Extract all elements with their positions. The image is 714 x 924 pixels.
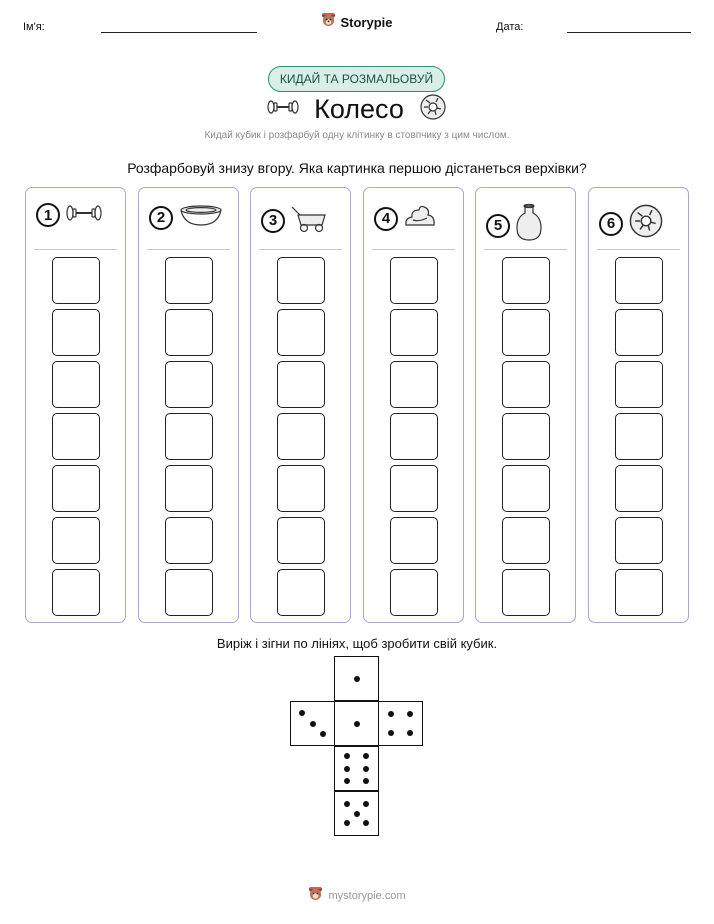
cut-instruction: Виріж і зігни по лініях, щоб зробити свій кубик. — [216, 636, 498, 651]
column-cells — [364, 257, 463, 616]
coloring-cell[interactable] — [615, 309, 663, 356]
coloring-cell[interactable] — [615, 569, 663, 616]
wagon-icon — [290, 203, 328, 238]
coloring-cell[interactable] — [52, 361, 100, 408]
die-pip — [299, 710, 305, 716]
die-pip — [388, 711, 394, 717]
page-title: Колесо — [314, 94, 404, 124]
column-divider — [372, 249, 455, 250]
coloring-cell[interactable] — [615, 257, 663, 304]
color-column-2 — [138, 187, 239, 623]
date-line — [567, 32, 691, 33]
coloring-cell[interactable] — [52, 465, 100, 512]
coloring-cell[interactable] — [165, 361, 213, 408]
coloring-cell[interactable] — [615, 361, 663, 408]
column-header — [486, 203, 543, 248]
column-cells — [251, 257, 350, 616]
instruction-subtitle: Кидай кубик і розфарбуй одну клітинку в стовпчику з цим числом. — [204, 130, 510, 141]
coloring-cell[interactable] — [277, 309, 325, 356]
coloring-cell[interactable] — [615, 465, 663, 512]
die-face-center — [334, 701, 379, 746]
die-face-below — [334, 746, 379, 791]
footer-url: mystorypie.com — [328, 890, 406, 902]
dumbbell-icon — [266, 98, 300, 121]
coloring-cell[interactable] — [502, 465, 550, 512]
die-pip — [363, 801, 369, 807]
die-face-right — [378, 701, 423, 746]
bear-icon — [308, 886, 323, 906]
coloring-cell[interactable] — [52, 309, 100, 356]
die-pip — [354, 721, 360, 727]
column-number: 6 — [599, 212, 623, 236]
column-divider — [259, 249, 342, 250]
column-number: 4 — [374, 207, 398, 231]
die-pip — [407, 730, 413, 736]
coloring-cell[interactable] — [390, 413, 438, 460]
column-cells — [26, 257, 125, 616]
column-divider — [34, 249, 117, 250]
footer — [0, 886, 714, 906]
brand-logo — [0, 12, 714, 32]
name-line — [101, 32, 257, 33]
die-pip — [407, 711, 413, 717]
coloring-cell[interactable] — [277, 361, 325, 408]
column-number: 1 — [36, 203, 60, 227]
coloring-cell[interactable] — [502, 569, 550, 616]
column-cells — [589, 257, 688, 616]
donut-icon — [418, 92, 448, 127]
die-pip — [363, 778, 369, 784]
die-pip — [354, 676, 360, 682]
coloring-cell[interactable] — [390, 569, 438, 616]
coloring-cell[interactable] — [502, 257, 550, 304]
cream-icon — [403, 203, 437, 234]
die-pip — [388, 730, 394, 736]
coloring-cell[interactable] — [52, 517, 100, 564]
bear-icon — [321, 12, 336, 32]
dumbbell-icon — [65, 204, 103, 227]
coloring-cell[interactable] — [165, 257, 213, 304]
coloring-cell[interactable] — [615, 517, 663, 564]
coloring-cell[interactable] — [277, 257, 325, 304]
coloring-cell[interactable] — [277, 465, 325, 512]
column-number: 3 — [261, 209, 285, 233]
die-face-left — [290, 701, 335, 746]
column-header — [374, 203, 437, 234]
color-column-3 — [250, 187, 351, 623]
coloring-cell[interactable] — [52, 413, 100, 460]
die-pip — [320, 731, 326, 737]
die-pip — [344, 778, 350, 784]
die-pip — [363, 820, 369, 826]
coloring-cell[interactable] — [502, 517, 550, 564]
coloring-cell[interactable] — [165, 517, 213, 564]
coloring-cell[interactable] — [277, 413, 325, 460]
column-divider — [484, 249, 567, 250]
color-column-1 — [25, 187, 126, 623]
coloring-cell[interactable] — [165, 413, 213, 460]
color-column-6 — [588, 187, 689, 623]
title-row — [0, 92, 714, 127]
column-header — [599, 203, 664, 244]
coloring-cell[interactable] — [502, 361, 550, 408]
coloring-cell[interactable] — [615, 413, 663, 460]
die-pip — [363, 753, 369, 759]
die-pip — [344, 766, 350, 772]
die-pip — [344, 753, 350, 759]
color-column-5 — [475, 187, 576, 623]
die-pip — [354, 811, 360, 817]
coloring-cell[interactable] — [390, 257, 438, 304]
die-pip — [344, 820, 350, 826]
column-number: 2 — [149, 206, 173, 230]
column-header — [149, 203, 224, 232]
coloring-cell[interactable] — [165, 465, 213, 512]
column-number: 5 — [486, 214, 510, 238]
die-face-top — [334, 656, 379, 701]
column-header — [36, 203, 103, 227]
activity-badge: КИДАЙ ТА РОЗМАЛЬОВУЙ — [268, 66, 445, 92]
color-column-4 — [363, 187, 464, 623]
game-question: Розфарбовуй знизу вгору. Яка картинка першою дістанеться верхівки? — [127, 160, 587, 176]
coloring-cell[interactable] — [502, 309, 550, 356]
coloring-cell[interactable] — [390, 361, 438, 408]
name-label: Ім'я: — [23, 21, 45, 33]
coloring-cell[interactable] — [390, 517, 438, 564]
die-pip — [310, 721, 316, 727]
coloring-cell[interactable] — [277, 569, 325, 616]
die-pip — [363, 766, 369, 772]
die-pip — [344, 801, 350, 807]
vase-icon — [515, 203, 543, 248]
coloring-cell[interactable] — [277, 517, 325, 564]
column-cells — [139, 257, 238, 616]
coloring-cell[interactable] — [52, 257, 100, 304]
coloring-cell[interactable] — [52, 569, 100, 616]
die-face-bottom — [334, 791, 379, 836]
coloring-cell[interactable] — [502, 413, 550, 460]
donut-icon — [628, 203, 664, 244]
coloring-cell[interactable] — [390, 465, 438, 512]
column-divider — [147, 249, 230, 250]
coloring-cell[interactable] — [165, 309, 213, 356]
date-label: Дата: — [496, 21, 524, 33]
brand-name: Storypie — [340, 14, 393, 30]
coloring-cell[interactable] — [390, 309, 438, 356]
bowl-icon — [178, 203, 224, 232]
column-cells — [476, 257, 575, 616]
column-header — [261, 203, 328, 238]
column-divider — [597, 249, 680, 250]
coloring-cell[interactable] — [165, 569, 213, 616]
